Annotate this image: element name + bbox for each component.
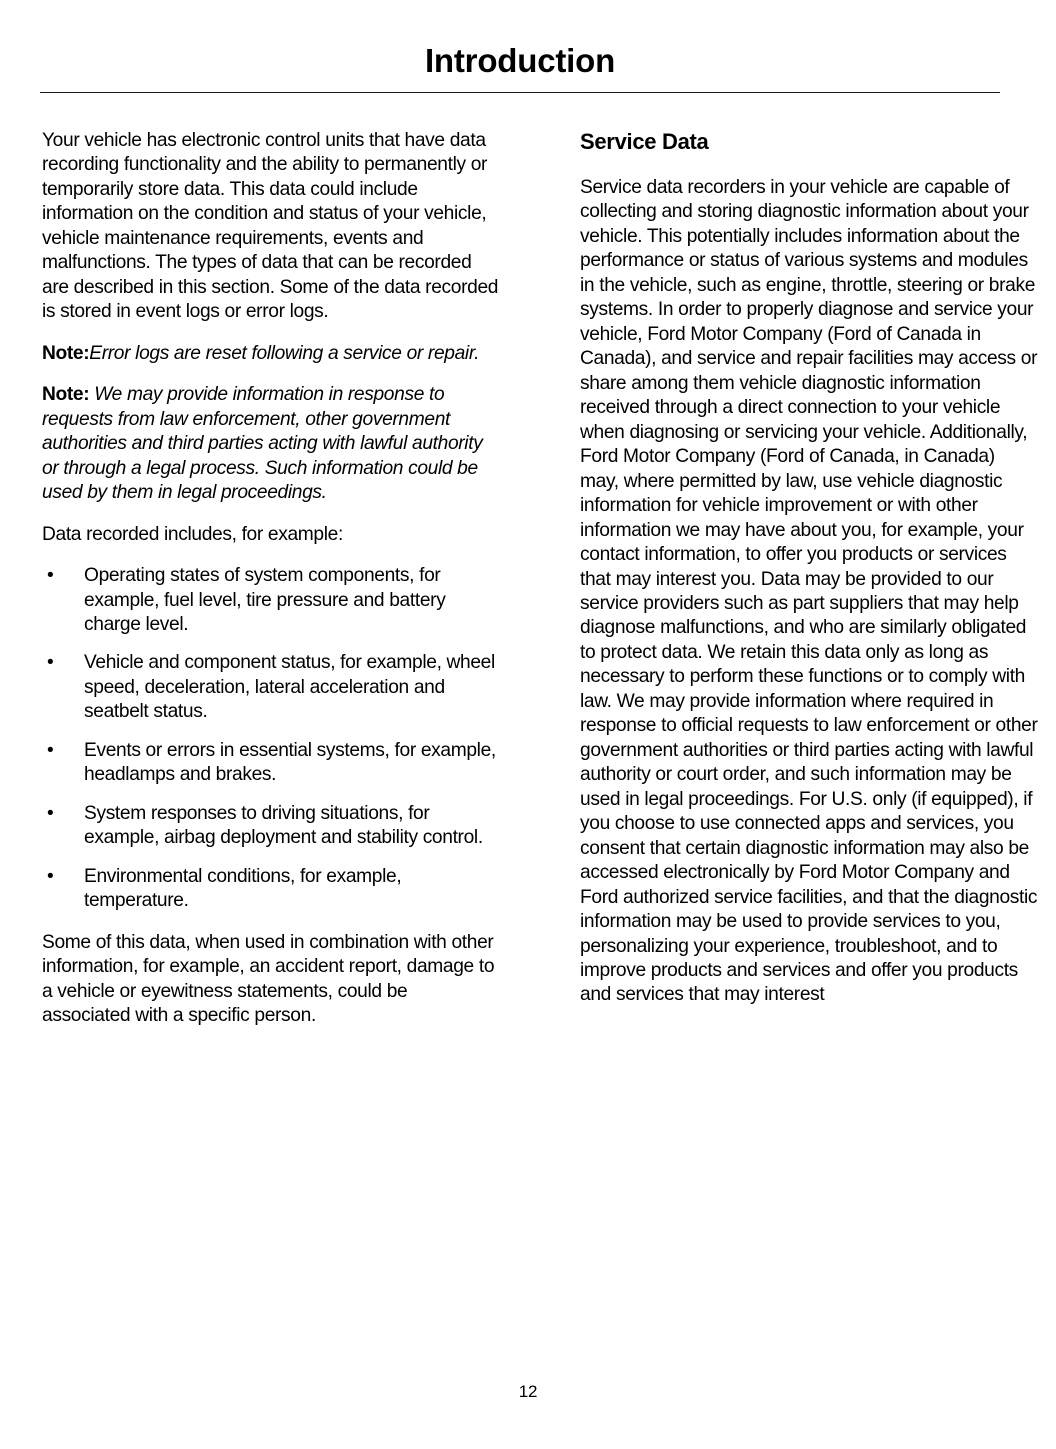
list-item-label: Operating states of system components, for example, fuel level, tire pressure and battery charge level. (84, 565, 446, 635)
page-title: Introduction (40, 42, 1000, 93)
note-block-2 (42, 383, 500, 505)
list-item (42, 865, 500, 914)
right-column (544, 129, 1038, 1029)
intro-paragraph: Your vehicle has electronic control units that have data recording functionality and the ability to permanently or temporarily store data. This data could include information on the condition and status of your vehicle, vehicle maintenance requirements, events and malfunctions. The types of data that can be recorded are described in this section. Some of the data recorded is stored in event logs or error logs. (42, 130, 499, 323)
bullet-icon: • (47, 652, 54, 674)
two-column-body (40, 129, 1038, 1029)
note-label: Note: (42, 342, 90, 364)
list-item (42, 739, 500, 788)
list-item-label: System responses to driving situations, for example, airbag deployment and stability control. (84, 802, 483, 849)
section-title-service-data: Service Data (580, 129, 709, 154)
closing-paragraph: Some of this data, when used in combination with other information, for example, an accident report, damage to a vehicle or eyewitness statements, could be associated with a specific person. (42, 931, 495, 1027)
recorded-data-list (42, 564, 500, 914)
list-item (42, 802, 500, 851)
list-item (42, 651, 500, 724)
list-intro-paragraph: Data recorded includes, for example: (42, 523, 343, 545)
bullet-icon: • (47, 865, 54, 887)
note-block-1 (42, 342, 500, 366)
list-item-label: Environmental conditions, for example, temperature. (84, 865, 402, 912)
list-item-label: Vehicle and component status, for example, wheel speed, deceleration, lateral acceleration and seatbelt status. (84, 652, 495, 723)
page-number: 12 (518, 1382, 538, 1401)
bullet-icon: • (47, 802, 54, 824)
bullet-icon: • (47, 739, 54, 761)
note-text: We may provide information in response to requests from law enforcement, other government authorities and third parties acting with lawful authority or through a legal process. Such information could be used by them in legal proceedings. (42, 384, 483, 504)
note-text: Error logs are reset following a service or repair. (89, 342, 480, 364)
left-column (40, 129, 500, 1029)
service-data-paragraph: Service data recorders in your vehicle are capable of collecting and storing diagnostic information about your vehicle. This potentially includes information about the performance or status of various systems and modules in the vehicle, such as engine, throttle, steering or brake systems. In order to properly diagnose and service your vehicle, Ford Motor Company (Ford of Canada in Canada), and service and repair facilities may access or share among them vehicle diagnostic information received through a direct connection to your vehicle when diagnosing or servicing your vehicle. Additionally, Ford Motor Company (Ford of Canada, in Canada) may, where permitted by law, use vehicle diagnostic information for vehicle improvement or with other information we may have about you, for example, your contact information, to offer you products or services that may interest you. Data may be provided to our service providers such as part suppliers that may help diagnose malfunctions, and who are similarly obligated to protect data. We retain this data only as long as necessary to perform these functions or to comply with law. We may provide information where required in response to official requests to law enforcement or other government authorities or third parties acting with lawful authority or court order, and such information may be used in legal proceedings. For U.S. only (if equipped), if you choose to use connected apps and services, you consent that certain diagnostic information may also be accessed electronically by Ford Motor Company and Ford authorized service facilities, and that the diagnostic information may be used to provide services to you, personalizing your experience, troubleshoot, and to improve products and services and offer you products and services that may interest (580, 177, 1038, 1006)
list-item (42, 564, 500, 637)
note-label: Note: (42, 384, 90, 406)
bullet-icon: • (47, 565, 54, 587)
list-item-label: Events or errors in essential systems, for example, headlamps and brakes. (84, 739, 496, 786)
